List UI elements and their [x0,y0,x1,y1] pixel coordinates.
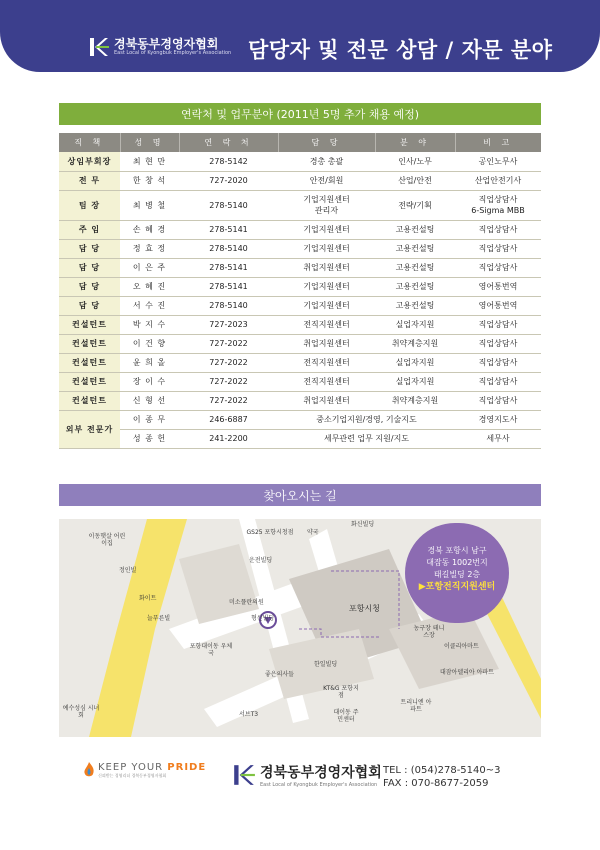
map-label-courts: 농구장 테니스장 [413,625,445,639]
position-cell: 외부 전문가 [59,410,120,448]
note-line: 6-Sigma MBB [471,206,525,215]
note-cell: 영어통번역 [455,296,541,315]
duty-cell: 취업지원센터 [278,391,375,410]
duty-field-cell: 세무관련 업무 지원/지도 [278,429,455,448]
header-org-name: 경북동부경영자협회 [114,36,219,51]
name-cell: 이 건 향 [120,334,179,353]
table-row [59,391,541,410]
position-cell: 주 임 [59,220,120,239]
duty-cell: 기업지원센터 [278,239,375,258]
page-title: 담당자 및 전문 상담 / 자문 분야 [248,38,553,62]
map-label-dulmaru: 늘푸른빌 [147,615,171,622]
duty-cell: 안전/회원 [278,171,375,190]
duty-cell: 기업지원센터 [278,220,375,239]
phone-cell: 278-5140 [179,190,278,220]
position-cell: 컨설턴트 [59,372,120,391]
map-label-hanil: 한일빌딩 [314,661,338,668]
map-label-community-center: 대이동 주민센터 [333,709,359,723]
note-cell: 직업상담사 [455,372,541,391]
staff-contact-table [59,133,541,449]
name-cell: 최 병 철 [120,190,179,220]
map-label-lee-mart: 이클리아마트 [444,643,479,650]
address-line: 대잠동 1002번지 [426,558,488,567]
name-cell: 서 수 진 [120,296,179,315]
contacts-section-title: 연락처 및 업무분야 (2011년 5명 추가 채용 예정) [59,103,541,125]
table-row [59,429,541,448]
table-row [59,239,541,258]
field-cell: 고용컨설팅 [375,258,455,277]
phone-cell: 278-5141 [179,277,278,296]
field-cell: 취약계층지원 [375,334,455,353]
map-label-good-doctors: 좋은의사들 [265,671,294,678]
column-header: 연 락 처 [179,133,278,152]
map-section-title: 찾아오시는 길 [59,484,541,506]
header-banner [0,0,600,72]
map-label-pharmacy: 약국 [307,529,319,536]
footer-logo [232,762,382,788]
location-map [59,519,541,737]
note-cell: 세무사 [455,429,541,448]
phone-cell: 278-5140 [179,296,278,315]
telephone-number: TEL : (054)278-5140~3 [383,765,501,776]
phone-cell: 278-5140 [179,239,278,258]
field-cell: 전략/기획 [375,190,455,220]
field-cell: 취약계층지원 [375,391,455,410]
column-header: 분 야 [375,133,455,152]
map-label-clinic: 미소플란의원 [229,599,264,606]
map-label-tribune-apt: 트리니엔 아파트 [400,699,432,713]
association-logo-icon [232,762,256,788]
name-cell: 이 종 무 [120,410,179,429]
column-header: 성 명 [120,133,179,152]
name-cell: 이 은 주 [120,258,179,277]
slogan-part: KEEP YOUR [98,762,168,773]
phone-cell: 278-5142 [179,152,278,171]
note-cell: 직업상담사 [455,353,541,372]
duty-line: 기업지원센터 [303,195,350,204]
note-cell: 직업상담사 [455,220,541,239]
header-org-name-en: East Local of Kyongbuk Employer's Association [114,49,232,56]
map-label-post-office: 포항대이동 우체국 [189,643,233,657]
duty-cell: 취업지원센터 [278,258,375,277]
name-cell: 신 형 선 [120,391,179,410]
field-cell: 고용컨설팅 [375,220,455,239]
slogan-block [98,762,218,779]
field-cell: 산업/안전 [375,171,455,190]
note-cell: 직업상담사 [455,239,541,258]
phone-cell: 246-6887 [179,410,278,429]
duty-cell: 기업지원센터 [278,277,375,296]
position-cell: 담 당 [59,296,120,315]
phone-cell: 727-2022 [179,334,278,353]
table-row [59,190,541,220]
name-cell: 장 이 수 [120,372,179,391]
field-cell: 고용컨설팅 [375,239,455,258]
note-line: 직업상담사 [478,195,518,204]
note-cell: 영어통번역 [455,277,541,296]
phone-cell: 278-5141 [179,258,278,277]
name-cell: 성 종 헌 [120,429,179,448]
field-cell: 실업자지원 [375,372,455,391]
name-cell: 박 지 수 [120,315,179,334]
position-cell: 컨설턴트 [59,391,120,410]
footer-org-name-en: East Local of Kyongbuk Employer's Association [260,782,378,788]
duty-cell: 기업지원센터 [278,296,375,315]
field-cell: 실업자지원 [375,315,455,334]
footer-org-name: 경북동부경영자협회 [260,765,382,781]
note-cell [455,190,541,220]
flame-icon [82,762,96,778]
name-cell: 윤 희 올 [120,353,179,372]
name-cell: 오 혜 진 [120,277,179,296]
map-label-jeongin: 정인빌 [119,567,137,574]
phone-cell: 727-2020 [179,171,278,190]
map-label-convent: 예수성심 시녀회 [62,705,100,719]
phone-cell: 727-2022 [179,391,278,410]
duty-cell: 전직지원센터 [278,353,375,372]
map-label-kindergarten: 이동햇살 어린이집 [88,533,126,547]
position-cell: 팀 장 [59,190,120,220]
center-name-highlight: ▶포항전직지원센터 [418,582,496,592]
position-cell: 컨설턴트 [59,315,120,334]
map-label-daejam-apt: 대잠아델리아 아파트 [439,669,495,676]
slogan-subtext: 신뢰받는 경영리더 경북동부경영자협회 [98,773,167,778]
header-logo [88,36,231,58]
note-cell: 산업안전기사 [455,171,541,190]
map-label-hyeongsin: 형신빌딩 [251,615,275,622]
table-row [59,353,541,372]
duty-cell: 전직지원센터 [278,372,375,391]
name-cell: 정 효 정 [120,239,179,258]
table-row [59,277,541,296]
note-cell: 직업상담사 [455,391,541,410]
field-cell: 실업자지원 [375,353,455,372]
map-label-gs25: GS25 포항시청점 [246,529,294,536]
duty-cell: 경총 총괄 [278,152,375,171]
association-logo-icon [88,36,110,58]
address-line: 경북 포항시 남구 [427,546,487,555]
table-row [59,152,541,171]
position-cell: 담 당 [59,277,120,296]
table-header-row [59,133,541,152]
phone-cell: 727-2022 [179,372,278,391]
table-row [59,220,541,239]
map-label-unjeon: 운전빌딩 [249,557,273,564]
table-row [59,334,541,353]
map-label-subway: 서브T3 [239,711,259,718]
phone-cell: 241-2200 [179,429,278,448]
table-row [59,258,541,277]
slogan-accent: PRIDE [167,762,207,773]
position-cell: 상임부회장 [59,152,120,171]
map-label-ktg: KT&G 포항지점 [323,685,359,699]
address-callout [405,523,509,623]
position-cell: 컨설턴트 [59,334,120,353]
map-label-hwasin: 화신빌딩 [351,521,375,528]
fax-number: FAX : 070-8677-2059 [383,778,489,789]
duty-cell [278,190,375,220]
table-row [59,171,541,190]
field-cell: 인사/노무 [375,152,455,171]
phone-cell: 727-2023 [179,315,278,334]
column-header: 담 당 [278,133,375,152]
table-row [59,372,541,391]
table-row [59,410,541,429]
phone-cell: 727-2022 [179,353,278,372]
table-row [59,315,541,334]
name-cell: 한 창 석 [120,171,179,190]
duty-cell: 취업지원센터 [278,334,375,353]
note-cell: 공인노무사 [455,152,541,171]
map-label-city-hall: 포항시청 [349,604,380,613]
position-cell: 담 당 [59,258,120,277]
note-cell: 직업상담사 [455,315,541,334]
name-cell: 손 혜 경 [120,220,179,239]
slogan [98,762,218,773]
position-cell: 컨설턴트 [59,353,120,372]
note-cell: 직업상담사 [455,258,541,277]
phone-cell: 278-5141 [179,220,278,239]
position-cell: 전 무 [59,171,120,190]
field-cell: 고용컨설팅 [375,277,455,296]
note-cell: 직업상담사 [455,334,541,353]
duty-line: 관리자 [314,206,339,215]
duty-cell: 전직지원센터 [278,315,375,334]
column-header: 비 고 [455,133,541,152]
field-cell: 고용컨설팅 [375,296,455,315]
table-row [59,296,541,315]
name-cell: 최 현 만 [120,152,179,171]
duty-field-cell: 중소기업지원/경영, 기술지도 [278,410,455,429]
column-header: 직 책 [59,133,120,152]
position-cell: 담 당 [59,239,120,258]
contact-info [383,764,501,790]
address-line: 태길빌딩 2층 [433,570,481,579]
map-label-white: 화이트 [139,595,157,602]
note-cell: 경영지도사 [455,410,541,429]
